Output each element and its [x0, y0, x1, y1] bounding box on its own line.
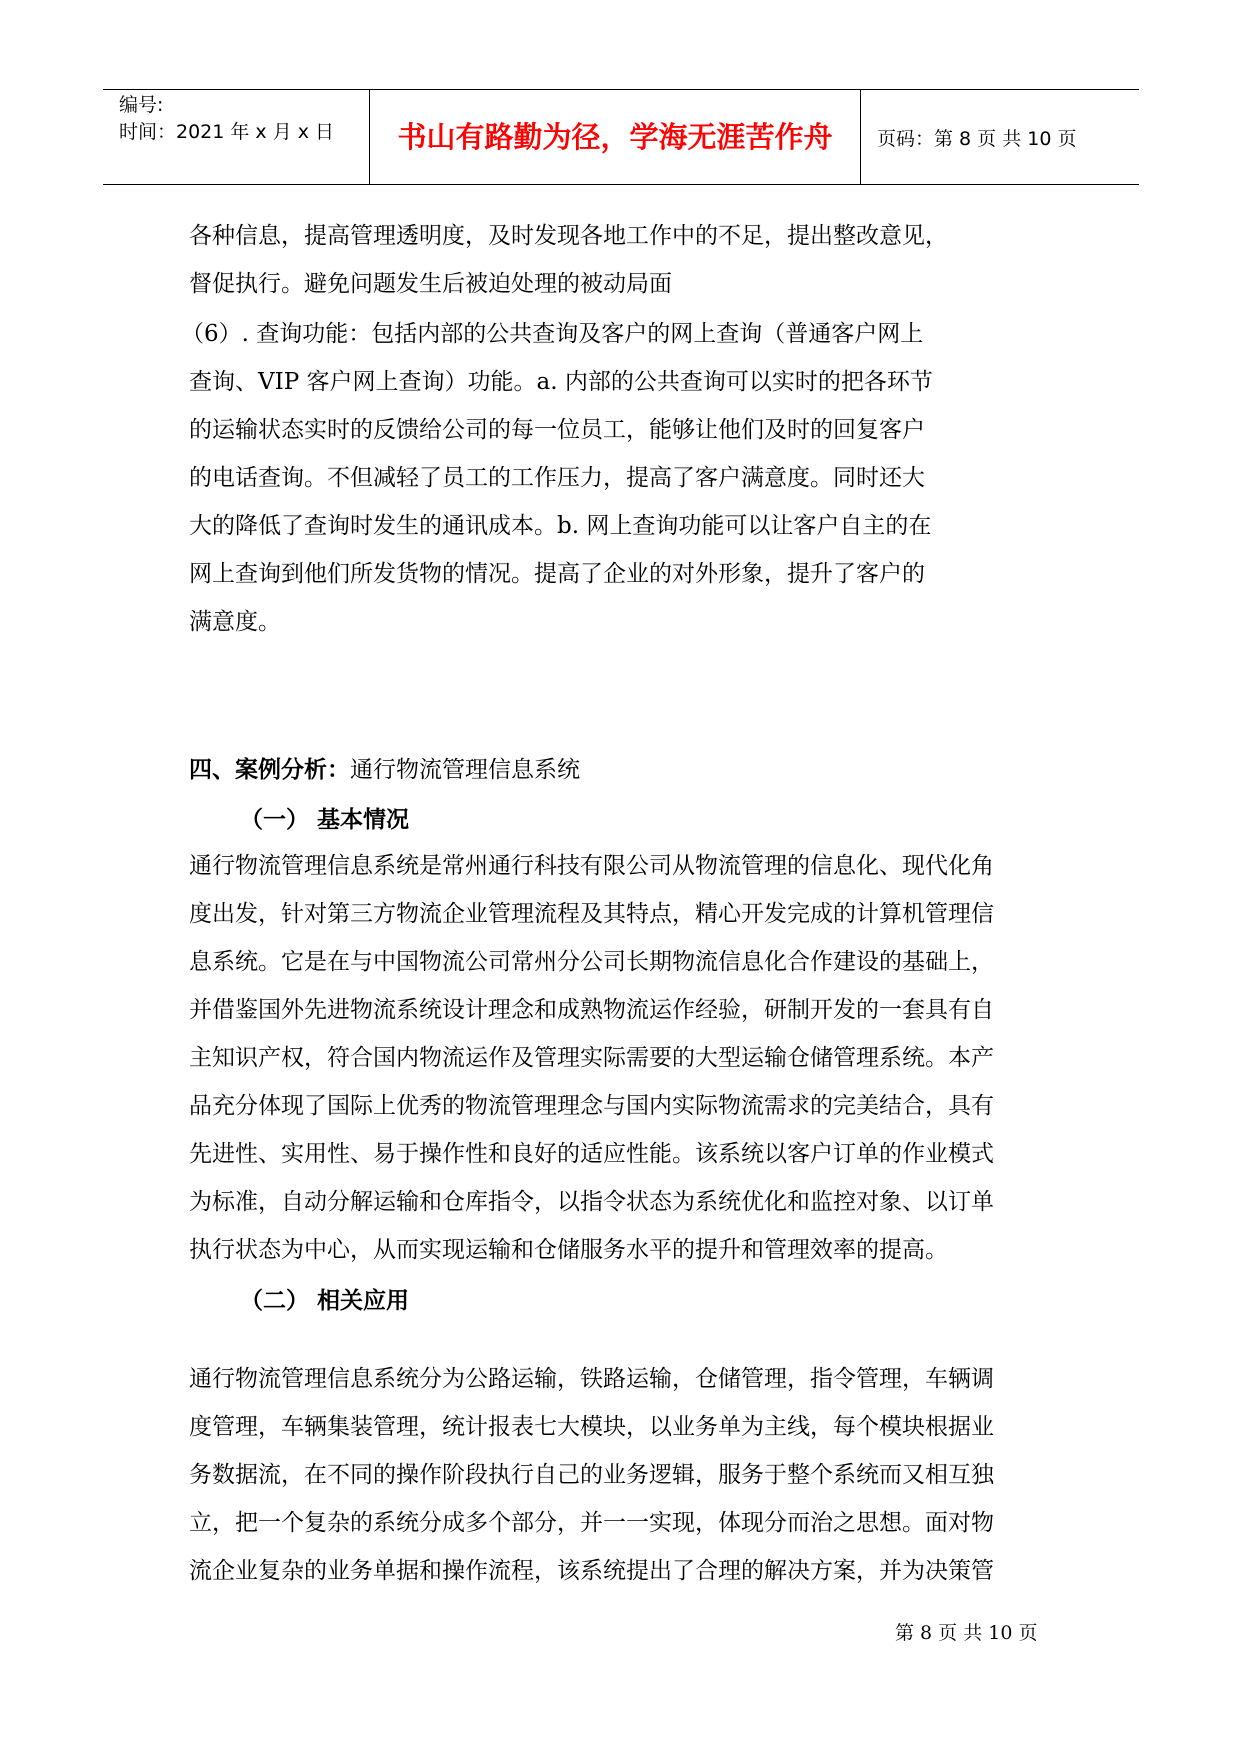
header-meta-cell [103, 90, 370, 184]
paragraph-line: 先进性、实用性、易于操作性和良好的适应性能。该系统以客户订单的作业模式 [189, 1141, 994, 1167]
paragraph-line: 流企业复杂的业务单据和操作流程，该系统提出了合理的解决方案，并为决策管 [189, 1558, 994, 1584]
header-motto-cell [370, 90, 861, 184]
paragraph-line: 主知识产权，符合国内物流运作及管理实际需要的大型运输仓储管理系统。本产 [189, 1045, 994, 1071]
paragraph-basic-info [189, 842, 994, 1274]
header-page-info: 页码：第 8 页 共 10 页 [877, 128, 1077, 150]
paragraph-line: 务数据流，在不同的操作阶段执行自己的业务逻辑，服务于整个系统而又相互独 [189, 1462, 994, 1488]
paragraph-line: 品充分体现了国际上优秀的物流管理理念与国内实际物流需求的完美结合，具有 [189, 1093, 994, 1119]
paragraph-applications [189, 1355, 994, 1595]
paragraph-1 [189, 212, 948, 308]
paragraph-line: 度出发，针对第三方物流企业管理流程及其特点，精心开发完成的计算机管理信 [189, 901, 994, 927]
paragraph-query-function [181, 310, 933, 646]
paragraph-line: 的运输状态实时的反馈给公司的每一位员工，能够让他们及时的回复客户 [189, 417, 925, 443]
subsection-basic-info-heading: （一） 基本情况 [240, 807, 410, 833]
document-header [103, 89, 1139, 185]
paragraph-line: 督促执行。避免问题发生后被迫处理的被动局面 [189, 271, 672, 297]
section-4-heading [189, 752, 580, 788]
header-motto: 书山有路勤为径，学海无涯苦作舟 [397, 120, 833, 154]
paragraph-line: 网上查询到他们所发货物的情况。提高了企业的对外形象，提升了客户的 [189, 561, 925, 587]
subsection-applications-heading: （二） 相关应用 [240, 1288, 410, 1314]
section-4-heading-title: 通行物流管理信息系统 [350, 757, 580, 783]
paragraph-line: 息系统。它是在与中国物流公司常州分公司长期物流信息化合作建设的基础上， [189, 949, 994, 975]
paragraph-line: 度管理，车辆集装管理，统计报表七大模块，以业务单为主线，每个模块根据业 [189, 1414, 994, 1440]
paragraph-line: （6）. 查询功能：包括内部的公共查询及客户的网上查询（普通客户网上 [181, 321, 924, 347]
document-number-label: 编号: [119, 94, 164, 116]
paragraph-line: 并借鉴国外先进物流系统设计理念和成熟物流运作经验，研制开发的一套具有自 [189, 997, 994, 1023]
paragraph-line: 满意度。 [189, 609, 281, 635]
paragraph-line: 查询、VIP 客户网上查询）功能。a. 内部的公共查询可以实时的把各环节 [189, 369, 933, 395]
paragraph-line: 为标准，自动分解运输和仓库指令，以指令状态为系统优化和监控对象、以订单 [189, 1189, 994, 1215]
page-footer-number: 第 8 页 共 10 页 [895, 1622, 1038, 1644]
document-time-label: 时间：2021 年 x 月 x 日 [119, 121, 335, 143]
paragraph-line: 通行物流管理信息系统是常州通行科技有限公司从物流管理的信息化、现代化角 [189, 853, 994, 879]
paragraph-line: 的电话查询。不但减轻了员工的工作压力，提高了客户满意度。同时还大 [189, 465, 925, 491]
paragraph-line: 立，把一个复杂的系统分成多个部分，并一一实现，体现分而治之思想。面对物 [189, 1510, 994, 1536]
section-4-heading-bold: 四、案例分析： [189, 757, 350, 783]
paragraph-line: 执行状态为中心，从而实现运输和仓储服务水平的提升和管理效率的提高。 [189, 1237, 948, 1263]
paragraph-line: 各种信息，提高管理透明度，及时发现各地工作中的不足，提出整改意见， [189, 223, 948, 249]
header-page-cell [861, 90, 1139, 184]
paragraph-line: 大的降低了查询时发生的通讯成本。b. 网上查询功能可以让客户自主的在 [189, 513, 932, 539]
paragraph-line: 通行物流管理信息系统分为公路运输，铁路运输，仓储管理，指令管理，车辆调 [189, 1366, 994, 1392]
